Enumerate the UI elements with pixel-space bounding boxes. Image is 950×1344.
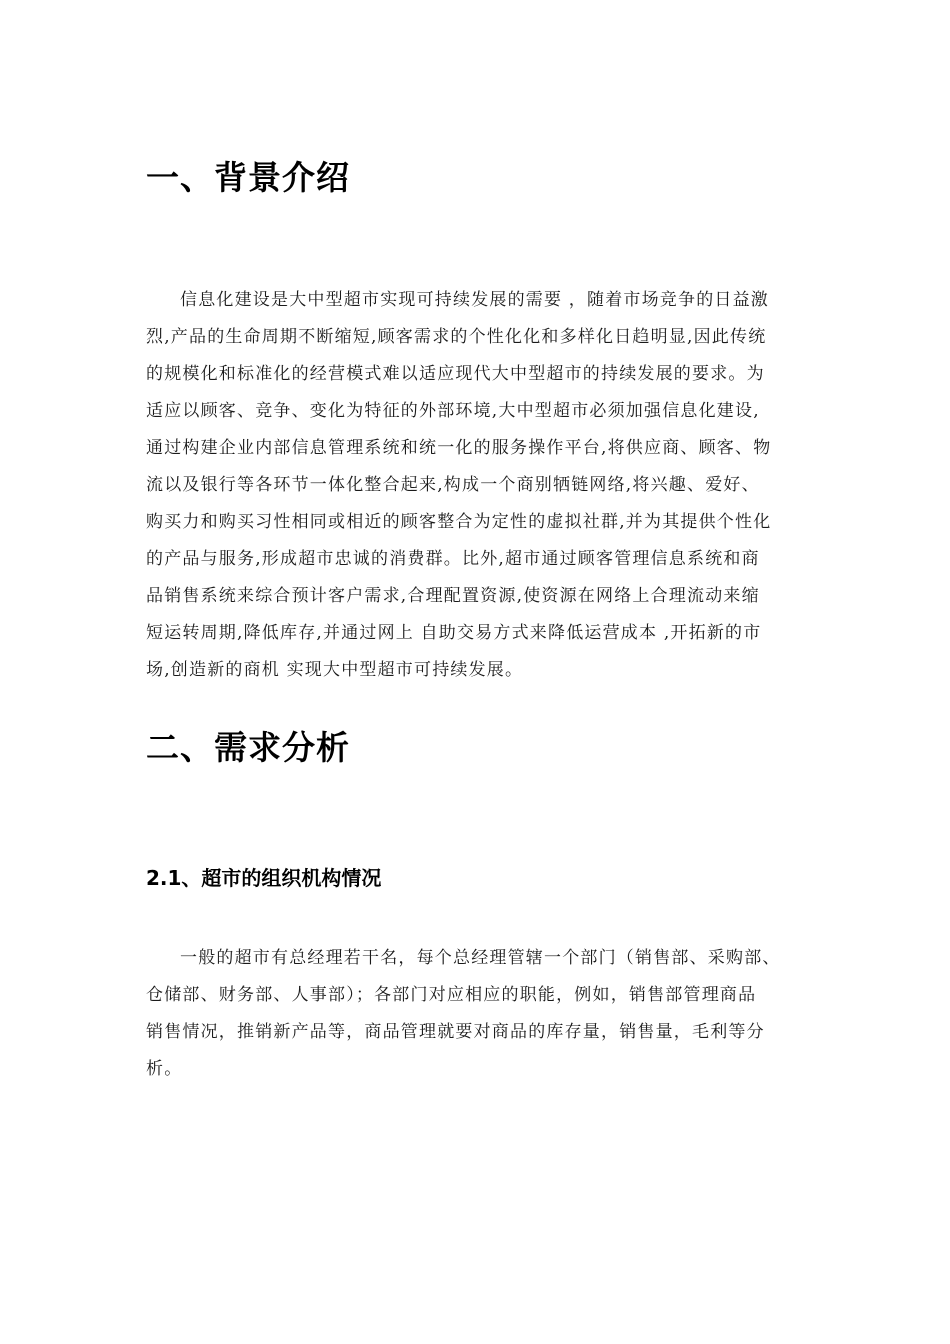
paragraph-line: 信息化建设是大中型超市实现可持续发展的需要 ，随着市场竞争的日益激 (180, 290, 770, 310)
paragraph-line: 仓储部、财务部、人事部）；各部门对应相应的职能，例如，销售部管理商品 (146, 985, 757, 1005)
background-paragraph (146, 282, 808, 689)
paragraph-line: 短运转周期,降低库存,并通过网上 自助交易方式来降低运营成本 ,开拓新的市 (146, 623, 762, 643)
organization-paragraph (146, 940, 808, 1088)
paragraph-line: 品销售系统来综合预计客户需求,合理配置资源,使资源在网络上合理流动来缩 (146, 586, 760, 606)
paragraph-line: 适应以顾客、竞争、变化为特征的外部环境,大中型超市必须加强信息化建设, (146, 401, 760, 421)
paragraph-line: 的规模化和标准化的经营模式难以适应现代大中型超市的持续发展的要求。为 (146, 364, 765, 384)
paragraph-line: 购买力和购买习性相同或相近的顾客整合为定性的虚拟社群,并为其提供个性化 (146, 512, 772, 532)
subsection-heading-organization: 2.1、超市的组织机构情况 (146, 866, 382, 890)
paragraph-line: 销售情况，推销新产品等，商品管理就要对商品的库存量，销售量，毛利等分 (146, 1022, 765, 1042)
paragraph-line: 的产品与服务,形成超市忠诚的消费群。比外,超市通过顾客管理信息系统和商 (146, 549, 760, 569)
paragraph-line: 烈,产品的生命周期不断缩短,顾客需求的个性化化和多样化日趋明显,因此传统 (146, 327, 767, 347)
section-heading-requirements: 二、需求分析 (146, 728, 350, 767)
paragraph-line: 通过构建企业内部信息管理系统和统一化的服务操作平台,将供应商、顾客、物 (146, 438, 772, 458)
paragraph-line: 析。 (146, 1059, 183, 1079)
paragraph-line: 流以及银行等各环节一体化整合起来,构成一个商别牺链网络,将兴趣、爱好、 (146, 475, 760, 495)
paragraph-line: 场,创造新的商机 实现大中型超市可持续发展。 (146, 660, 524, 680)
section-heading-background: 一、背景介绍 (146, 158, 350, 197)
paragraph-line: 一般的超市有总经理若干名，每个总经理管辖一个部门（销售部、采购部、 (180, 948, 781, 968)
